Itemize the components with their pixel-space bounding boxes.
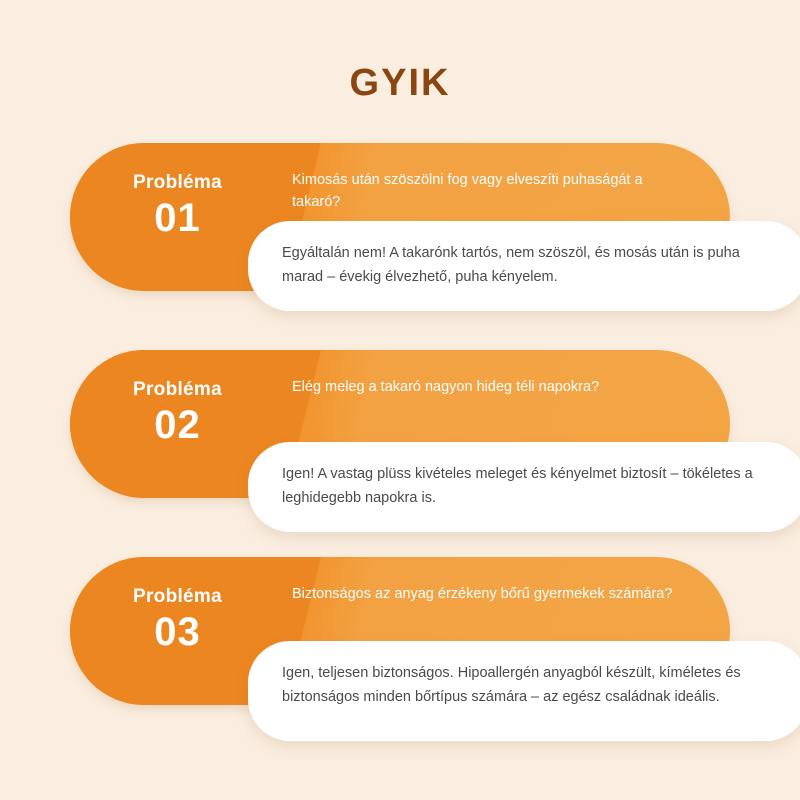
faq-item [70, 143, 740, 308]
faq-answer-text: Igen, teljesen biztonságos. Hipoallergén anyagból készült, kíméletes és biztonságos minden bőrtípus számára – az egész családnak ideális. [282, 665, 741, 705]
faq-item [70, 350, 753, 515]
faq-answer-card [248, 442, 800, 532]
faq-badge-label: Probléma [133, 586, 222, 607]
faq-badge-label: Probléma [133, 379, 222, 400]
faq-badge [70, 171, 285, 241]
faq-answer-text: Egyáltalán nem! A takarónk tartós, nem szöszöl, és mosás után is puha marad – évekig élvezhető, puha kényelem. [282, 245, 740, 285]
faq-badge [70, 585, 285, 655]
faq-answer-card [248, 641, 800, 741]
faq-badge-number: 01 [154, 196, 201, 240]
faq-badge-label: Probléma [133, 172, 222, 193]
faq-item [70, 557, 741, 747]
faq-badge-number: 02 [154, 403, 201, 447]
page-title: GYIK [349, 62, 451, 104]
faq-question-text: Biztonságos az anyag érzékeny bőrű gyermekek számára? [292, 586, 673, 602]
faq-question-text: Elég meleg a takaró nagyon hideg téli napokra? [292, 379, 600, 395]
faq-answer-text: Igen! A vastag plüss kivételes meleget és kényelmet biztosít – tökéletes a leghidegebb napokra is. [282, 466, 753, 506]
faq-question-text: Kimosás után szöszölni fog vagy elveszíti puhaságát a takaró? [292, 172, 643, 210]
faq-answer-card [248, 221, 800, 311]
faq-badge-number: 03 [154, 610, 201, 654]
faq-badge [70, 378, 285, 448]
faq-list [0, 143, 800, 747]
